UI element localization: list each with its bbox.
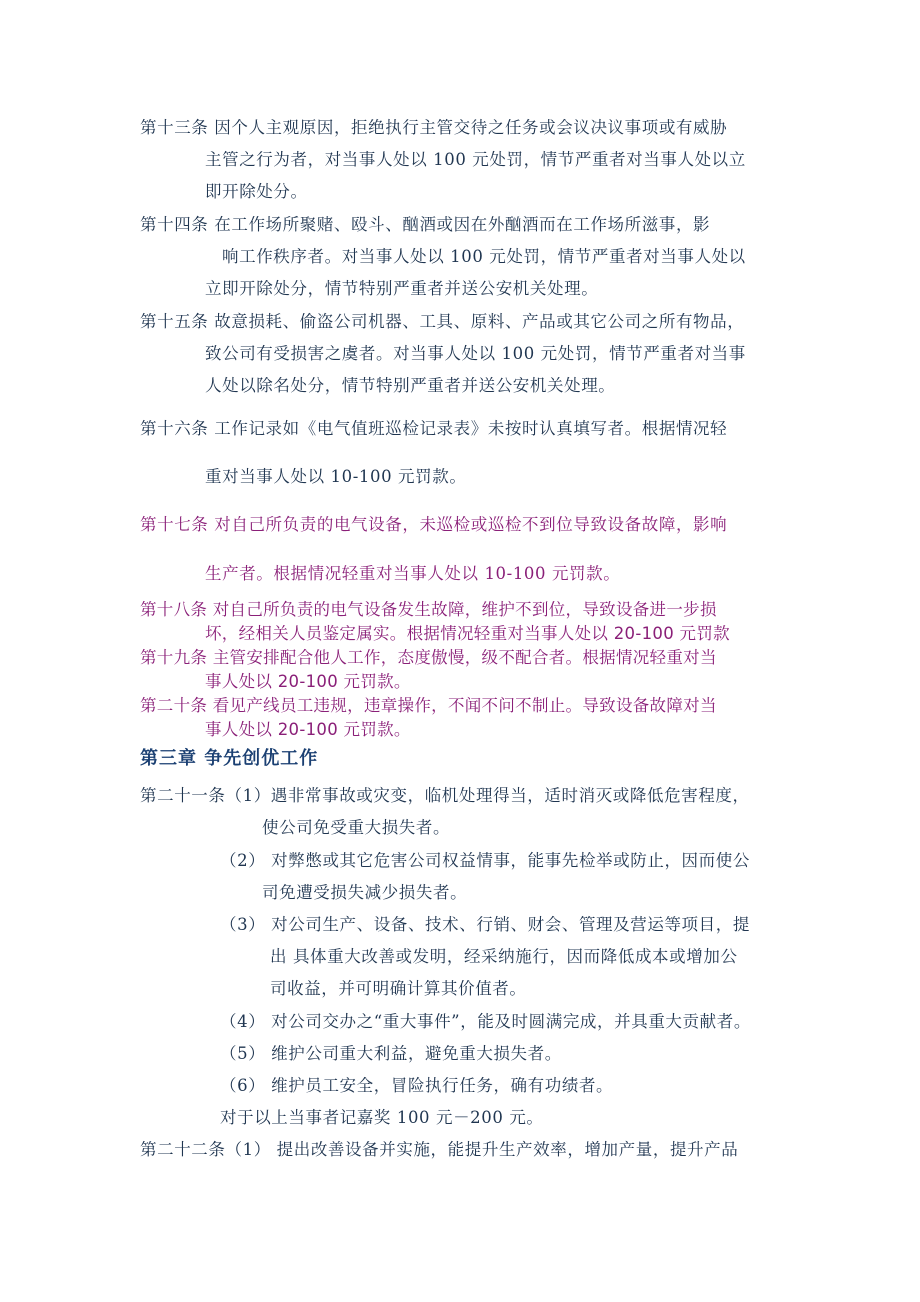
article-15-line-3: 人处以除名处分，情节特别严重者并送公安机关处理。	[205, 376, 616, 395]
article-13-line-2: 主管之行为者，对当事人处以 100 元处罚，情节严重者对当事人处以立	[205, 150, 746, 169]
article-13-line-3: 即开除处分。	[205, 182, 308, 201]
article-21-item-2-line-1: （2） 对弊憋或其它危害公司权益情事，能事先检举或防止，因而使公	[220, 851, 750, 870]
article-15-line-2: 致公司有受损害之虞者。对当事人处以 100 元处罚，情节严重者对当事	[205, 344, 746, 363]
article-21-item-6: （6） 维护员工安全，冒险执行任务，确有功绩者。	[220, 1076, 614, 1095]
article-21-item-4: （4） 对公司交办之“重大事件”，能及时圆满完成，并具重大贡献者。	[220, 1012, 751, 1031]
article-19-line-2: 事人处以 20-100 元罚款。	[205, 672, 411, 691]
article-21-item-3-line-2: 出 具体重大改善或发明，经采纳施行，因而降低成本或增加公	[270, 947, 738, 966]
chapter-3-heading: 第三章 争先创优工作	[140, 748, 319, 769]
article-15-line-1: 第十五条 故意损耗、偷盗公司机器、工具、原料、产品或其它公司之所有物品，	[140, 312, 745, 331]
article-14-line-3: 立即开除处分，情节特别严重者并送公安机关处理。	[205, 279, 599, 298]
article-21-item-2-line-2: 司免遭受损失减少损失者。	[262, 883, 468, 902]
article-21-item-3-line-3: 司收益，并可明确计算其价值者。	[270, 979, 527, 998]
article-13-line-1: 第十三条 因个人主观原因，拒绝执行主管交待之任务或会议决议事项或有威胁	[140, 118, 728, 137]
article-20-line-1: 第二十条 看见产线员工违规，违章操作，不闻不问不制止。导致设备故障对当	[140, 696, 717, 715]
article-21-line-1: 第二十一条（1）遇非常事故或灾变，临机处理得当，适时消灭或降低危害程度，	[140, 786, 750, 805]
article-21-reward: 对于以上当事者记嘉奖 100 元－200 元。	[220, 1108, 544, 1127]
article-14-line-2: 响工作秩序者。对当事人处以 100 元处罚，情节严重者对当事人处以	[222, 247, 746, 266]
article-19-line-1: 第十九条 主管安排配合他人工作，态度傲慢，级不配合者。根据情况轻重对当	[140, 648, 717, 667]
article-17-line-2: 生产者。根据情况轻重对当事人处以 10-100 元罚款。	[205, 564, 621, 583]
article-21-line-2: 使公司免受重大损失者。	[262, 818, 451, 837]
article-18-line-1: 第十八条 对自己所负责的电气设备发生故障，维护不到位，导致设备进一步损	[140, 600, 717, 619]
article-16-line-2: 重对当事人处以 10-100 元罚款。	[205, 467, 467, 486]
article-22-line-1: 第二十二条（1） 提出改善设备并实施，能提升生产效率，增加产量，提升产品	[140, 1140, 739, 1159]
article-17-line-1: 第十七条 对自己所负责的电气设备，未巡检或巡检不到位导致设备故障，影响	[140, 515, 728, 534]
article-18-line-2: 坏，经相关人员鉴定属实。根据情况轻重对当事人处以 20-100 元罚款	[205, 624, 730, 643]
article-20-line-2: 事人处以 20-100 元罚款。	[205, 720, 411, 739]
article-16-line-1: 第十六条 工作记录如《电气值班巡检记录表》未按时认真填写者。根据情况轻	[140, 419, 728, 438]
article-14-line-1: 第十四条 在工作场所聚赌、殴斗、酗酒或因在外酗酒而在工作场所滋事，影	[140, 215, 711, 234]
article-21-item-3-line-1: （3） 对公司生产、设备、技术、行销、财会、管理及营运等项目，提	[220, 915, 750, 934]
article-21-item-5: （5） 维护公司重大利益，避免重大损失者。	[220, 1044, 562, 1063]
